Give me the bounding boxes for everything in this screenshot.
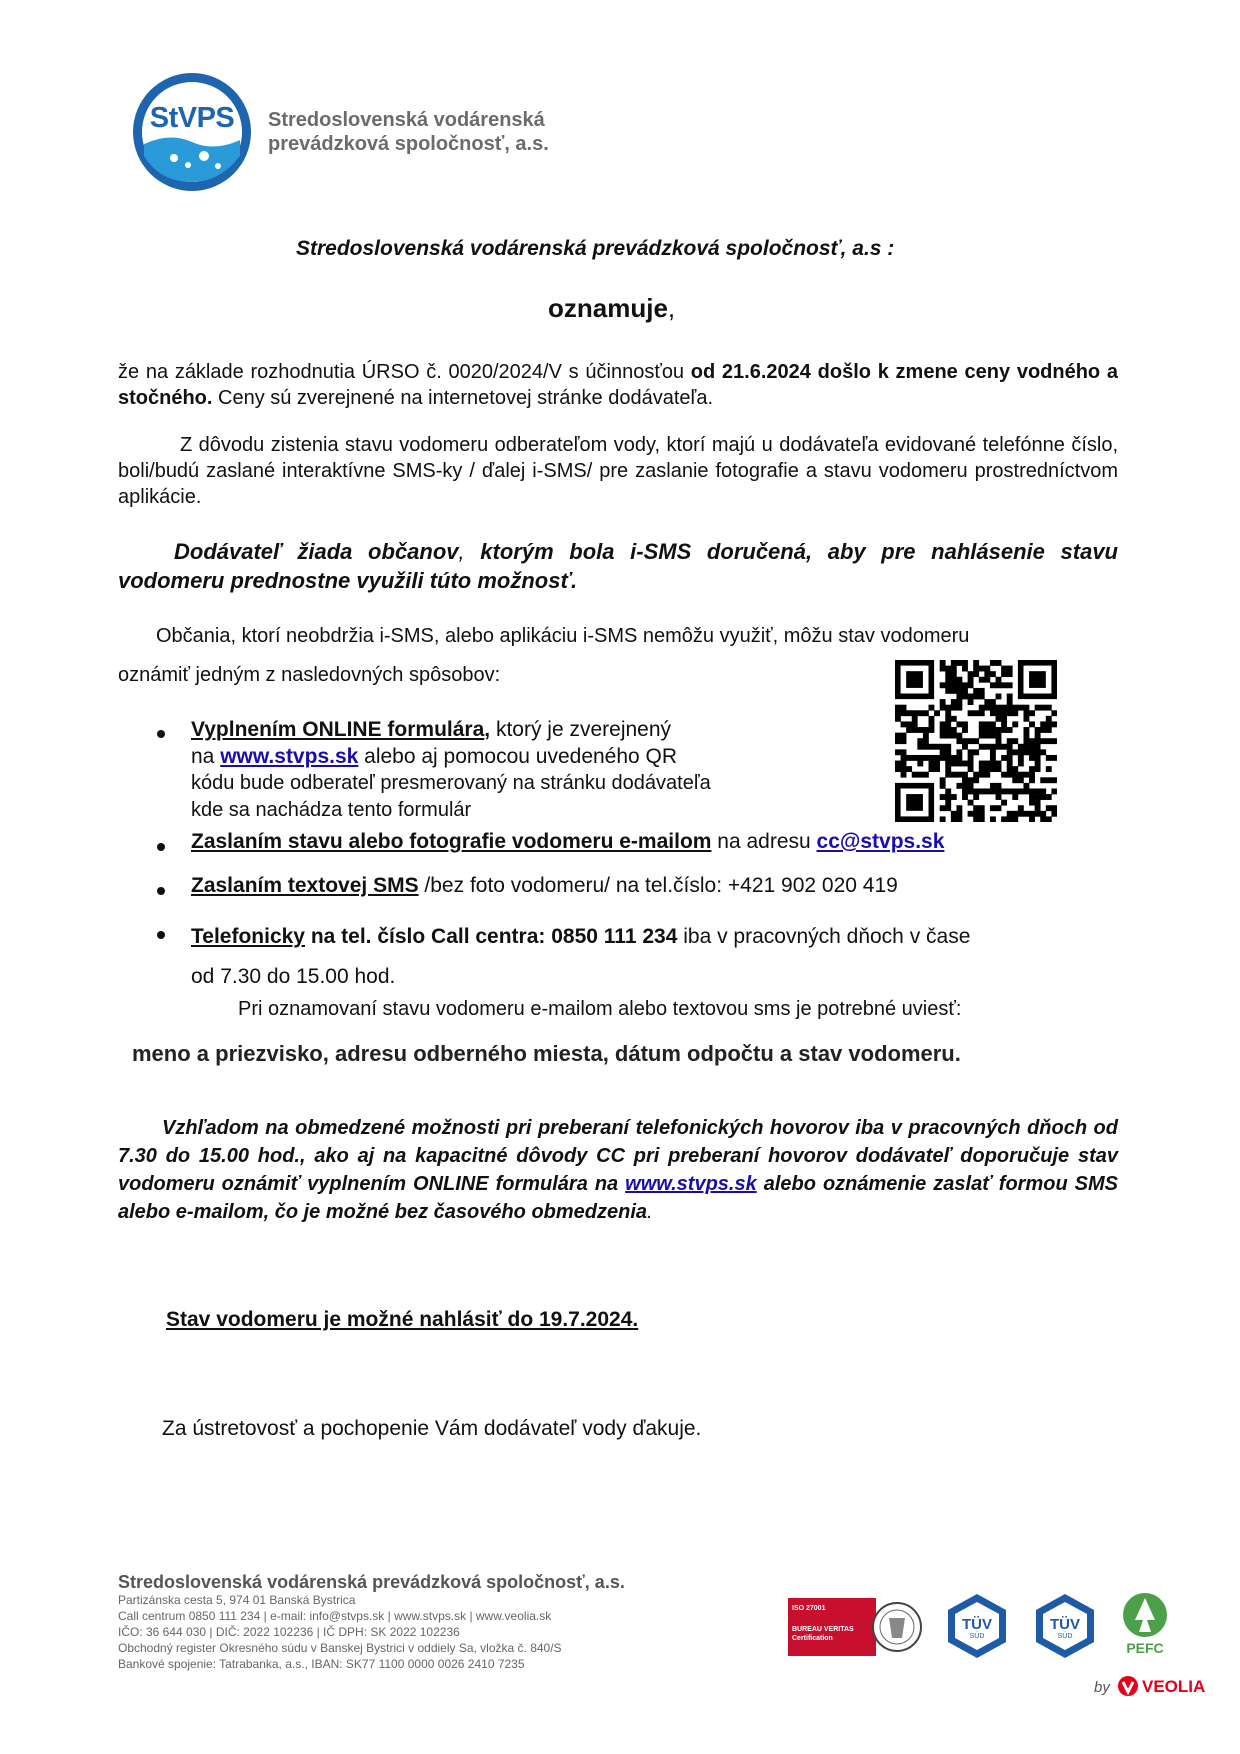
phone-lead: Telefonicky bbox=[191, 925, 305, 948]
footer-company: Stredoslovenská vodárenská prevádzková spoločnosť, a.s. bbox=[118, 1572, 625, 1592]
badge-iso-text: ISO 27001 bbox=[792, 1605, 826, 1612]
p3-comma: , bbox=[458, 539, 481, 564]
badge-bv-text: BUREAU VERITAS bbox=[792, 1626, 854, 1633]
footer-register: Obchodný register Okresného súdu v Banskej Bystrici v oddiely Sa, vložka č. 840/S bbox=[118, 1641, 562, 1655]
stvps-link[interactable]: www.stvps.sk bbox=[220, 745, 359, 768]
subheading-tail: , bbox=[667, 293, 676, 323]
paragraph-1 bbox=[118, 359, 1118, 411]
bullet-dot bbox=[157, 931, 165, 939]
bullet-dot bbox=[157, 887, 165, 895]
footer-ids: IČO: 36 644 030 | DIČ: 2022 102236 | IČ DPH: SK 2022 102236 bbox=[118, 1625, 460, 1639]
badge-cert-text: Certification bbox=[792, 1635, 833, 1642]
footer-bank: Bankové spojenie: Tatrabanka, a.s., IBAN: SK77 1100 0000 0026 2410 7235 bbox=[118, 1657, 525, 1671]
email-link[interactable]: cc@stvps.sk bbox=[816, 830, 945, 853]
footer-address: Partizánska cesta 5, 974 01 Banská Bystrica bbox=[118, 1593, 356, 1607]
email-text1: na adresu bbox=[711, 830, 817, 853]
subheading-text: oznamuje bbox=[548, 293, 668, 323]
tuv-text: TÜV bbox=[1050, 1616, 1080, 1633]
tuv-badge bbox=[944, 1592, 1010, 1660]
required-info: meno a priezvisko, adresu odberného miesta, dátum odpočtu a stav vodomeru. bbox=[132, 1041, 961, 1066]
p5-text2: alebo oznámenie zaslať formou SMS alebo e-mailom, čo je možné bez časového obmedzenia bbox=[118, 1173, 1118, 1223]
sms-text1: /bez foto vodomeru/ na tel.číslo: +421 902 020 419 bbox=[418, 874, 898, 897]
paragraph-4: Občania, ktorí neobdržia i-SMS, alebo aplikáciu i-SMS nemôžu využiť, môžu stav vodomeru bbox=[156, 625, 970, 647]
online-form-text3: alebo aj pomocou uvedeného QR bbox=[358, 745, 678, 768]
paragraph-5 bbox=[118, 1114, 1118, 1226]
online-form-text1: ktorý je zverejnený bbox=[490, 718, 672, 741]
p5-text1: Vzhľadom na obmedzené možnosti pri preberaní telefonických hovorov iba v pracovných dňoch od 7.30 do 15.00 hod., ako aj na kapacitné dôvody CC pri preberaní hovorov dodávateľ doporučuje stav vodomeru oznámiť vyplnením ONLINE formulára na bbox=[118, 1117, 1118, 1195]
bullet-email bbox=[191, 829, 944, 855]
bullet-phone bbox=[191, 917, 1121, 997]
online-form-text2: na bbox=[191, 745, 221, 768]
deadline: Stav vodomeru je možné nahlásiť do 19.7.2024. bbox=[166, 1308, 639, 1331]
p1-change: zmene ceny vodného a stočného. bbox=[118, 361, 1118, 409]
subheading bbox=[548, 293, 675, 324]
bullet-dot bbox=[157, 843, 165, 851]
pefc-text: PEFC bbox=[1126, 1640, 1164, 1656]
p5-text3: . bbox=[647, 1201, 653, 1223]
footer-contacts: Call centrum 0850 111 234 | e-mail: info@stvps.sk | www.stvps.sk | www.veolia.sk bbox=[118, 1609, 552, 1623]
phone-text1: iba v pracovných dňoch v čase bbox=[677, 925, 971, 948]
online-form-lead[interactable]: Vyplnením ONLINE formulára bbox=[191, 718, 485, 741]
p1-text3: Ceny sú zverejnené na internetovej stránke dodávateľa. bbox=[212, 387, 714, 409]
online-form-text5: kde sa nachádza tento formulár bbox=[191, 799, 472, 821]
stvps-logo bbox=[130, 70, 254, 194]
p3-text2: ktorým bola i-SMS doručená, aby pre nahlásenie stavu vodomeru prednostne využili túto možnosť. bbox=[118, 539, 1118, 593]
note: Pri oznamovaní stavu vodomeru e-mailom alebo textovou sms je potrebné uviesť: bbox=[238, 998, 962, 1020]
tuv-sub: SÜD bbox=[1057, 1633, 1073, 1640]
p1-text2: došlo k bbox=[810, 361, 896, 383]
logo-company-line2: prevádzková spoločnosť, a.s. bbox=[268, 133, 549, 155]
qr-code[interactable] bbox=[895, 660, 1057, 822]
paragraph-2: Z dôvodu zistenia stavu vodomeru odberateľom vody, ktorí majú u dodávateľa evidované telefónne číslo, boli/budú zaslané interaktívne SMS-ky / ďalej i-SMS/ pre zaslanie fotografie a stavu vodomeru prostredníctvom aplikácie. bbox=[118, 434, 1118, 508]
paragraph-3 bbox=[118, 537, 1118, 595]
logo-text: StVPS bbox=[149, 102, 235, 134]
veolia-text: VEOLIA bbox=[1142, 1677, 1206, 1696]
paragraph-4b: oznámiť jedným z nasledovných spôsobov: bbox=[118, 664, 501, 686]
p1-date: od 21.6.2024 bbox=[690, 361, 811, 383]
p5-link[interactable]: www.stvps.sk bbox=[625, 1173, 757, 1195]
phone-number: na tel. číslo Call centra: 0850 111 234 bbox=[304, 925, 678, 948]
tuv-badge bbox=[1032, 1592, 1098, 1660]
p3-text1: Dodávateľ žiada občanov bbox=[174, 539, 459, 564]
bullet-online-form bbox=[191, 716, 711, 824]
heading: Stredoslovenská vodárenská prevádzková spoločnosť, a.s : bbox=[296, 237, 895, 260]
tuv-sub: SÜD bbox=[969, 1633, 985, 1640]
logo-company-line1: Stredoslovenská vodárenská bbox=[268, 109, 545, 131]
veolia-logo bbox=[1094, 1673, 1224, 1699]
email-lead: Zaslaním stavu alebo fotografie vodomeru e-mailom bbox=[191, 830, 712, 853]
logo-company-name bbox=[268, 108, 549, 156]
bullet-sms bbox=[191, 873, 898, 899]
phone-hours: od 7.30 do 15.00 hod. bbox=[191, 965, 396, 988]
pefc-logo bbox=[1117, 1590, 1173, 1660]
p1-text1: že na základe rozhodnutia ÚRSO č. 0020/2024/V s účinnosťou bbox=[118, 361, 691, 383]
bureau-veritas-badge bbox=[788, 1598, 922, 1656]
sms-lead: Zaslaním textovej SMS bbox=[191, 874, 419, 897]
online-form-comma: , bbox=[484, 718, 491, 741]
thanks: Za ústretovosť a pochopenie Vám dodávateľ vody ďakuje. bbox=[162, 1417, 702, 1440]
bullet-dot bbox=[157, 730, 165, 738]
veolia-by: by bbox=[1094, 1679, 1110, 1696]
online-form-text4: kódu bude odberateľ presmerovaný na stránku dodávateľa bbox=[191, 772, 711, 794]
tuv-text: TÜV bbox=[962, 1616, 992, 1633]
